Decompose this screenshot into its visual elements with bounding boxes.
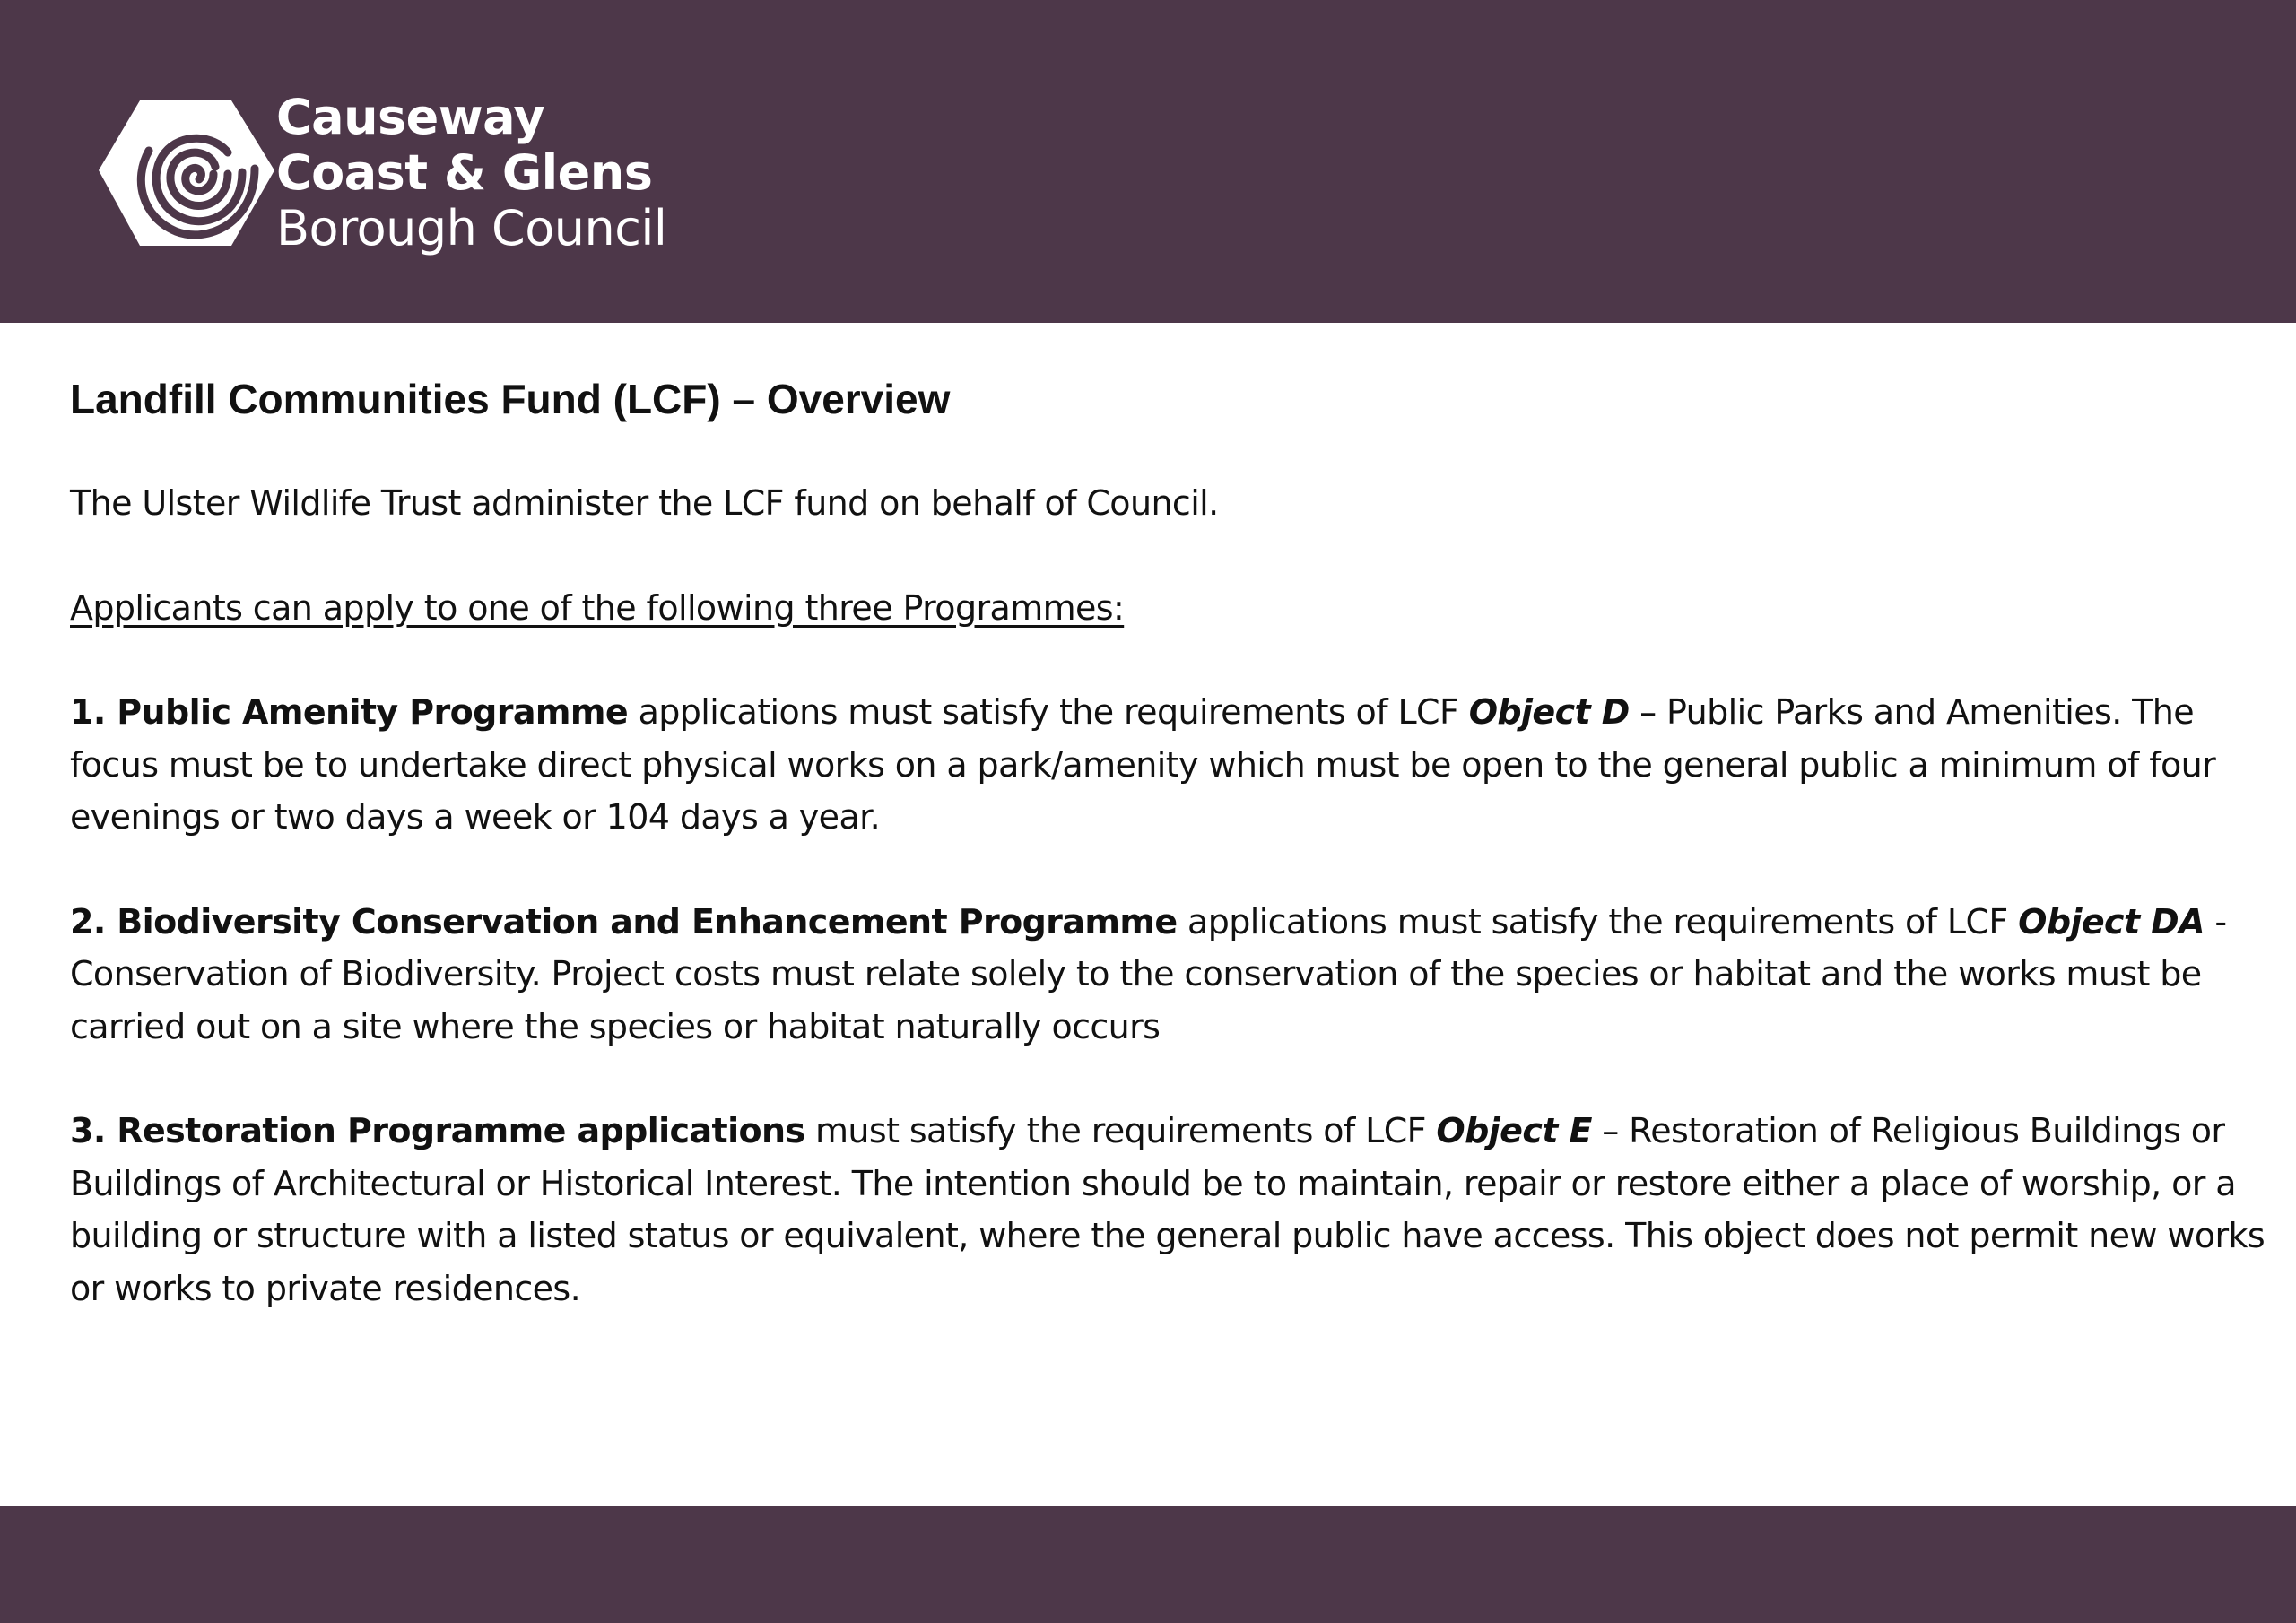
programme-object: Object DA bbox=[2018, 901, 2205, 942]
council-logo bbox=[97, 89, 671, 267]
council-logo-wordmark bbox=[276, 90, 666, 256]
hexagon-spiral-logo-icon bbox=[97, 97, 276, 249]
header-band bbox=[0, 0, 2296, 323]
programmes-subheading: Applicants can apply to one of the following three Programmes: bbox=[70, 587, 1125, 628]
programme-title: 3. Restoration Programme applications bbox=[70, 1111, 805, 1150]
intro-paragraph: The Ulster Wildlife Trust administer the LCF fund on behalf of Council. bbox=[70, 483, 1219, 523]
programme-item-restoration bbox=[70, 1105, 2267, 1315]
programme-item-public-amenity bbox=[70, 686, 2267, 844]
programme-title: 2. Biodiversity Conservation and Enhancement Programme bbox=[70, 901, 1178, 942]
logo-line-causeway: Causeway bbox=[276, 89, 545, 145]
programme-description: – Public Parks and Amenities. The focus must be to undertake direct physical works on a park/amenity which must be open to the general public a minimum of four evenings or two days a week or 104 days a year. bbox=[70, 692, 2216, 837]
programme-text: must satisfy the requirements of LCF bbox=[804, 1111, 1437, 1150]
programme-text: applications must satisfy the requirements of LCF bbox=[628, 692, 1469, 732]
footer-band bbox=[0, 1506, 2296, 1623]
logo-line-borough-council: Borough Council bbox=[276, 200, 667, 256]
logo-line-coast-glens: Coast & Glens bbox=[276, 144, 653, 201]
page-title: Landfill Communities Fund (LCF) – Overview bbox=[70, 376, 951, 422]
programme-object: Object E bbox=[1436, 1111, 1592, 1150]
document-body bbox=[70, 373, 2267, 1315]
programme-title: 1. Public Amenity Programme bbox=[70, 692, 629, 732]
programme-text: applications must satisfy the requirements of LCF bbox=[1177, 901, 2019, 942]
programme-item-biodiversity bbox=[70, 896, 2267, 1054]
programme-description: – Restoration of Religious Buildings or Buildings of Architectural or Historical Interest. The intention should be to maintain, repair or restore either a place of worship, or a building or structure with a listed status or equivalent, where the general public have access. This object does not permit new works or works to private residences. bbox=[70, 1111, 2266, 1308]
programme-object: Object D bbox=[1468, 692, 1630, 732]
programme-description: - Conservation of Biodiversity. Project costs must relate solely to the conservation of the species or habitat and the works must be carried out on a site where the species or habitat naturally occurs bbox=[70, 901, 2227, 1046]
